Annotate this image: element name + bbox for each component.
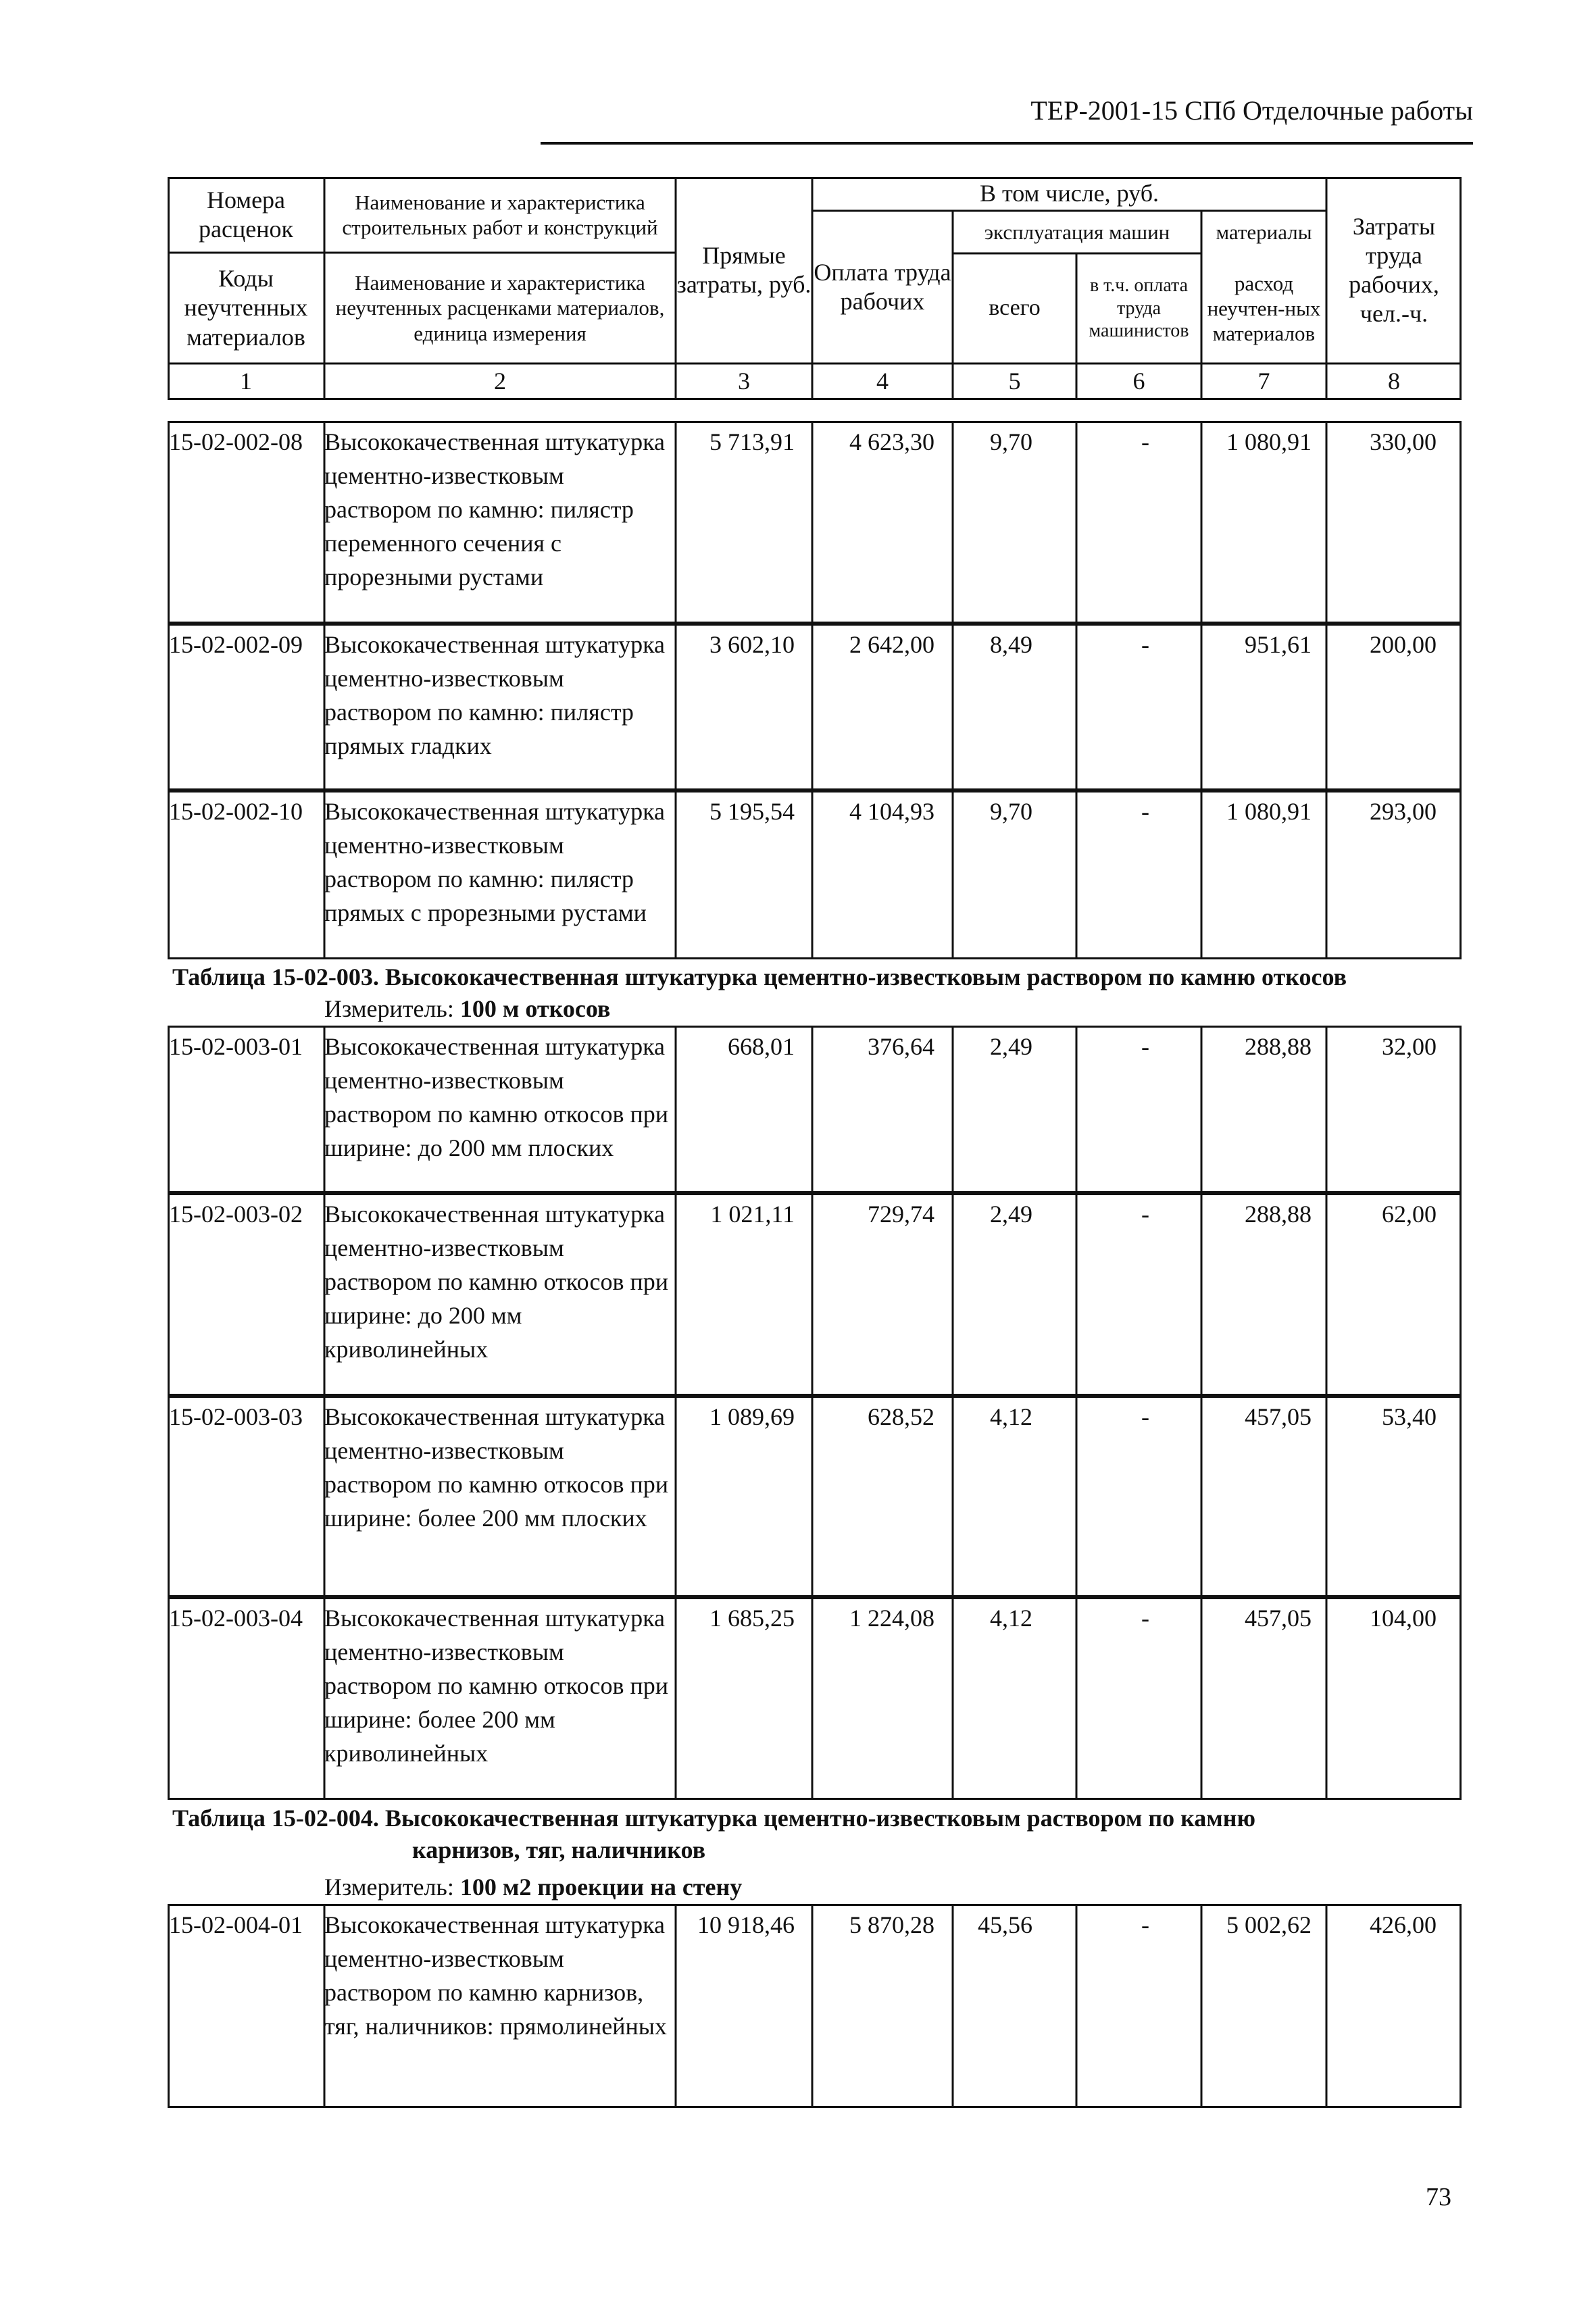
measure-label: Измеритель: <box>324 995 460 1022</box>
machinists-pay: - <box>1141 1911 1149 1938</box>
direct-costs: 668,01 <box>728 1033 795 1060</box>
materials: 5 002,62 <box>1226 1911 1312 1938</box>
direct-costs: 1 089,69 <box>709 1403 795 1430</box>
work-name: Высококачественная штукатурка цементно-известковым раствором по камню: пилястр переменного сечения с прорезными рустами <box>324 428 665 590</box>
materials: 288,88 <box>1245 1201 1312 1228</box>
machines-total: 9,70 <box>990 428 1032 455</box>
table-title: Таблица 15-02-004. Высококачественная штукатурка цементно-известковым раствором по камню <box>172 1805 1256 1832</box>
direct-costs: 5 195,54 <box>709 798 795 825</box>
machines-total: 4,12 <box>990 1605 1032 1632</box>
machinists-pay: - <box>1141 1605 1149 1632</box>
header-machines-total: всего <box>989 295 1041 321</box>
header-rate-number: Номера расценок <box>199 186 293 243</box>
machines-total: 45,56 <box>978 1911 1032 1938</box>
materials: 288,88 <box>1245 1033 1312 1060</box>
header-direct-costs: Прямые затраты, руб. <box>676 241 812 298</box>
measure-unit <box>324 1873 742 1901</box>
header-material-name: Наименование и характеристика неучтенных расценками материалов, единица измерения <box>335 271 665 345</box>
materials: 1 080,91 <box>1226 428 1312 455</box>
machinists-pay: - <box>1141 1201 1149 1228</box>
materials: 1 080,91 <box>1226 798 1312 825</box>
direct-costs: 1 021,11 <box>710 1201 795 1228</box>
labor-hours: 426,00 <box>1370 1911 1437 1938</box>
labor-hours: 104,00 <box>1370 1605 1437 1632</box>
work-name: Высококачественная штукатурка цементно-известковым раствором по камню откосов при ширине: до 200 мм криволинейных <box>324 1201 668 1363</box>
machines-total: 2,49 <box>990 1201 1032 1228</box>
column-number: 6 <box>1132 368 1145 395</box>
table-row <box>168 1193 1462 1396</box>
rate-code: 15-02-003-04 <box>169 1605 303 1632</box>
direct-costs: 3 602,10 <box>709 631 795 658</box>
labor-pay: 376,64 <box>868 1033 934 1060</box>
header-machinists-pay: в т.ч. оплата труда машинистов <box>1089 275 1189 342</box>
labor-hours: 293,00 <box>1370 798 1437 825</box>
labor-hours: 53,40 <box>1382 1403 1437 1430</box>
work-name: Высококачественная штукатурка цементно-известковым раствором по камню: пилястр прямых гладких <box>324 631 665 759</box>
direct-costs: 1 685,25 <box>709 1605 795 1632</box>
table-row <box>168 421 1462 624</box>
work-name: Высококачественная штукатурка цементно-известковым раствором по камню: пилястр прямых с прорезными рустами <box>324 798 665 926</box>
direct-costs: 10 918,46 <box>697 1911 795 1938</box>
header-labor-pay: Оплата труда рабочих <box>814 258 951 315</box>
labor-hours: 32,00 <box>1382 1033 1437 1060</box>
rate-code: 15-02-003-02 <box>169 1201 303 1228</box>
header-machines: эксплуатация машин <box>984 220 1170 244</box>
materials: 457,05 <box>1245 1403 1312 1430</box>
measure-unit <box>324 995 610 1023</box>
column-number: 4 <box>876 368 889 395</box>
labor-pay: 4 623,30 <box>849 428 934 455</box>
labor-pay: 628,52 <box>868 1403 934 1430</box>
column-number: 1 <box>240 368 252 395</box>
machines-total: 8,49 <box>990 631 1032 658</box>
work-name: Высококачественная штукатурка цементно-известковым раствором по камню откосов при ширине: более 200 мм плоских <box>324 1403 668 1532</box>
column-number: 5 <box>1008 368 1021 395</box>
work-name: Высококачественная штукатурка цементно-известковым раствором по камню откосов при ширине: до 200 мм плоских <box>324 1033 668 1161</box>
table-header <box>168 177 1462 400</box>
machinists-pay: - <box>1141 1033 1149 1060</box>
table-row <box>168 1396 1462 1597</box>
table-row <box>168 624 1462 790</box>
labor-pay: 4 104,93 <box>849 798 934 825</box>
column-number: 3 <box>738 368 750 395</box>
machines-total: 2,49 <box>990 1033 1032 1060</box>
machines-total: 4,12 <box>990 1403 1032 1430</box>
table-row <box>168 1026 1462 1193</box>
table-row <box>168 1904 1462 2108</box>
direct-costs: 5 713,91 <box>709 428 795 455</box>
rate-code: 15-02-002-09 <box>169 631 303 658</box>
machinists-pay: - <box>1141 1403 1149 1430</box>
table-title: Таблица 15-02-003. Высококачественная штукатурка цементно-известковым раствором по камню откосов <box>172 963 1347 990</box>
header-including: В том числе, руб. <box>979 180 1159 207</box>
table-row <box>168 1597 1462 1800</box>
labor-pay: 2 642,00 <box>849 631 934 658</box>
machinists-pay: - <box>1141 428 1149 455</box>
header-work-name: Наименование и характеристика строительных работ и конструкций <box>342 190 658 239</box>
rate-code: 15-02-002-08 <box>169 428 303 455</box>
labor-hours: 200,00 <box>1370 631 1437 658</box>
rate-code: 15-02-002-10 <box>169 798 303 825</box>
work-name: Высококачественная штукатурка цементно-известковым раствором по камню карнизов, тяг, наличников: прямолинейных <box>324 1911 667 2040</box>
document-header <box>541 95 1473 145</box>
work-name: Высококачественная штукатурка цементно-известковым раствором по камню откосов при ширине: более 200 мм криволинейных <box>324 1605 668 1767</box>
labor-hours: 62,00 <box>1382 1201 1437 1228</box>
header-title: ТЕР-2001-15 СПб Отделочные работы <box>1030 95 1473 126</box>
column-number: 8 <box>1388 368 1400 395</box>
machinists-pay: - <box>1141 798 1149 825</box>
materials: 457,05 <box>1245 1605 1312 1632</box>
measure-value: 100 м2 проекции на стену <box>459 1873 743 1901</box>
materials: 951,61 <box>1245 631 1312 658</box>
column-number: 7 <box>1257 368 1270 395</box>
rate-code: 15-02-003-01 <box>169 1033 303 1060</box>
table-row <box>168 790 1462 959</box>
column-number: 2 <box>494 368 506 395</box>
table-title-continuation: карнизов, тяг, наличников <box>412 1836 706 1863</box>
machines-total: 9,70 <box>990 798 1032 825</box>
labor-hours: 330,00 <box>1370 428 1437 455</box>
labor-pay: 1 224,08 <box>849 1605 934 1632</box>
header-material-codes: Коды неучтенных материалов <box>184 265 308 351</box>
measure-label: Измеритель: <box>324 1873 460 1901</box>
rate-code: 15-02-003-03 <box>169 1403 303 1430</box>
labor-pay: 729,74 <box>868 1201 934 1228</box>
header-labor-hours: Затраты труда рабочих, чел.-ч. <box>1349 212 1439 328</box>
rate-code: 15-02-004-01 <box>169 1911 303 1938</box>
header-materials: материалы <box>1216 220 1312 244</box>
labor-pay: 5 870,28 <box>849 1911 934 1938</box>
measure-value: 100 м откосов <box>459 995 611 1022</box>
header-unaccounted-materials: расход неучтен-ных материалов <box>1207 271 1321 346</box>
page-number: 73 <box>1426 2183 1451 2211</box>
machinists-pay: - <box>1141 631 1149 658</box>
